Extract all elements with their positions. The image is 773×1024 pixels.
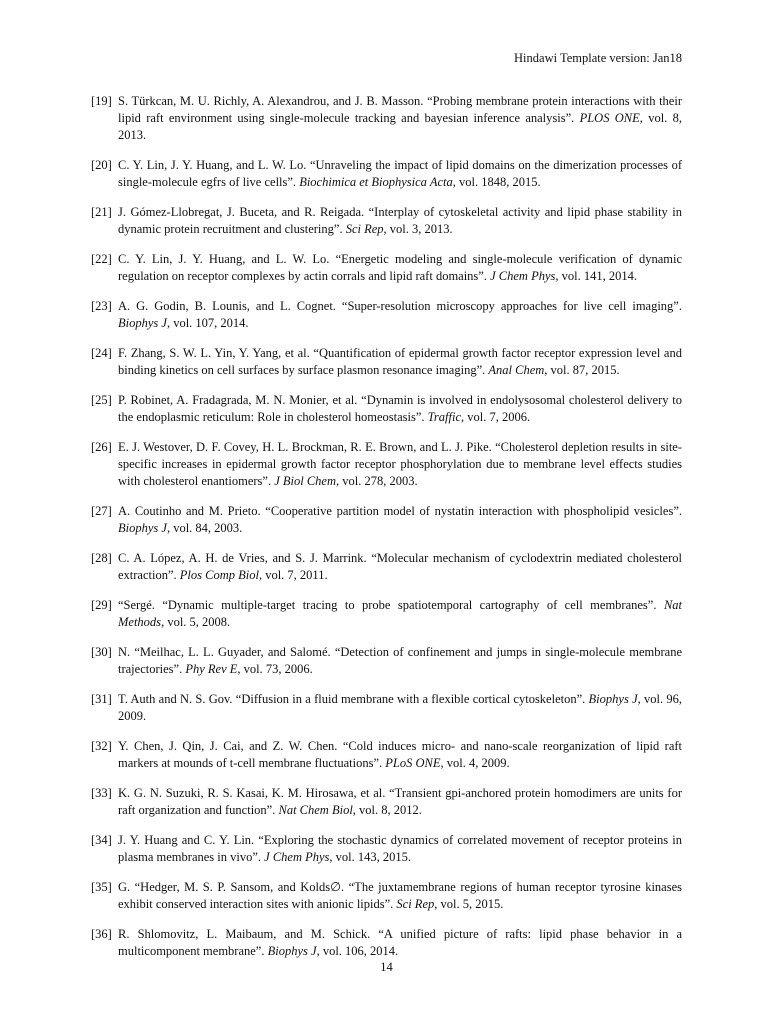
- reference-journal: PLOS ONE: [579, 111, 640, 125]
- reference-journal: Sci Rep: [345, 222, 384, 236]
- reference-item: [91, 251, 682, 285]
- reference-item: [91, 832, 682, 866]
- reference-number: [29]: [91, 598, 112, 612]
- reference-volume-year: , vol. 278, 2003.: [336, 474, 418, 488]
- reference-number: [20]: [91, 158, 112, 172]
- reference-text: [118, 832, 682, 866]
- reference-number: [32]: [91, 739, 112, 753]
- reference-volume-year: , vol. 8, 2012.: [352, 803, 422, 817]
- reference-text: [118, 597, 682, 631]
- reference-volume-year: , vol. 87, 2015.: [544, 363, 620, 377]
- reference-volume-year: , vol. 1848, 2015.: [452, 175, 541, 189]
- reference-citation: C. Y. Lin, J. Y. Huang, and L. W. Lo. “Energetic modeling and single-molecule verification of dynamic regulation on receptor complexes by actin corrals and lipid raft domains”.: [118, 252, 682, 283]
- reference-journal: J Biol Chem: [274, 474, 336, 488]
- reference-number: [27]: [91, 504, 112, 518]
- page-number: 14: [380, 960, 393, 974]
- reference-citation: J. Gómez-Llobregat, J. Buceta, and R. Reigada. “Interplay of cytoskeletal activity and lipid phase stability in dynamic protein recruitment and clustering”.: [118, 205, 682, 236]
- reference-item: [91, 204, 682, 238]
- reference-journal: Biophys J: [118, 521, 167, 535]
- reference-citation: S. Türkcan, M. U. Richly, A. Alexandrou, and J. B. Masson. “Probing membrane protein interactions with their lipid raft environment using single-molecule tracking and bayesian inference analysis”.: [118, 94, 682, 125]
- reference-text: [118, 298, 682, 332]
- reference-item: [91, 345, 682, 379]
- reference-number: [21]: [91, 205, 112, 219]
- reference-journal: Biophys J: [118, 316, 167, 330]
- reference-citation: A. Coutinho and M. Prieto. “Cooperative partition model of nystatin interaction with phospholipid vesicles”.: [118, 504, 682, 518]
- reference-item: [91, 879, 682, 913]
- reference-list: [91, 93, 682, 973]
- reference-item: [91, 926, 682, 960]
- reference-volume-year: , vol. 7, 2006.: [461, 410, 531, 424]
- reference-text: [118, 691, 682, 725]
- reference-volume-year: , vol. 84, 2003.: [166, 521, 243, 535]
- reference-citation: E. J. Westover, D. F. Covey, H. L. Brockman, R. E. Brown, and L. J. Pike. “Cholesterol depletion results in site-specific increases in epidermal growth factor receptor phosphorylation due to membrane level effects studies with cholesterol enantiomers”.: [118, 440, 682, 488]
- reference-text: [118, 785, 682, 819]
- reference-journal: Phy Rev E: [185, 662, 238, 676]
- reference-text: [118, 204, 682, 238]
- reference-volume-year: , vol. 5, 2015.: [434, 897, 504, 911]
- reference-number: [36]: [91, 927, 112, 941]
- reference-journal: Sci Rep: [396, 897, 435, 911]
- reference-item: [91, 550, 682, 584]
- page-header: Hindawi Template version: Jan18: [514, 51, 682, 65]
- reference-citation: G. “Hedger, M. S. P. Sansom, and Kolds∅. “The juxtamembrane regions of human receptor tyrosine kinases exhibit conserved interaction sites with anionic lipids”.: [118, 880, 682, 911]
- reference-citation: F. Zhang, S. W. L. Yin, Y. Yang, et al. “Quantification of epidermal growth factor receptor expression level and binding kinetics on cell surfaces by surface plasmon resonance imaging”.: [118, 346, 682, 377]
- reference-item: [91, 157, 682, 191]
- reference-text: [118, 157, 682, 191]
- reference-volume-year: , vol. 3, 2013.: [383, 222, 453, 236]
- reference-citation: K. G. N. Suzuki, R. S. Kasai, K. M. Hirosawa, et al. “Transient gpi-anchored protein homodimers are units for raft organization and function”.: [118, 786, 682, 817]
- reference-item: [91, 691, 682, 725]
- reference-number: [33]: [91, 786, 112, 800]
- reference-volume-year: , vol. 141, 2014.: [555, 269, 637, 283]
- reference-item: [91, 644, 682, 678]
- reference-volume-year: , vol. 143, 2015.: [329, 850, 412, 864]
- reference-volume-year: , vol. 5, 2008.: [161, 615, 231, 629]
- reference-number: [30]: [91, 645, 112, 659]
- reference-number: [28]: [91, 551, 112, 565]
- reference-journal: J Chem Phys: [490, 269, 556, 283]
- reference-text: [118, 345, 682, 379]
- reference-number: [24]: [91, 346, 112, 360]
- reference-citation: J. Y. Huang and C. Y. Lin. “Exploring the stochastic dynamics of correlated movement of receptor proteins in plasma membranes in vivo”.: [118, 833, 682, 864]
- reference-volume-year: , vol. 7, 2011.: [258, 568, 328, 582]
- reference-journal: Nat Methods: [118, 598, 682, 629]
- reference-text: [118, 644, 682, 678]
- reference-citation: Y. Chen, J. Qin, J. Cai, and Z. W. Chen. “Cold induces micro- and nano-scale reorganization of lipid raft markers at mounds of t-cell membrane fluctuations”.: [118, 739, 682, 770]
- reference-volume-year: , vol. 4, 2009.: [440, 756, 510, 770]
- reference-text: [118, 439, 682, 490]
- reference-journal: Anal Chem: [488, 363, 545, 377]
- reference-text: [118, 550, 682, 584]
- reference-journal: PLoS ONE: [385, 756, 441, 770]
- reference-number: [23]: [91, 299, 112, 313]
- reference-text: [118, 879, 682, 913]
- reference-volume-year: , vol. 73, 2006.: [237, 662, 313, 676]
- reference-citation: A. G. Godin, B. Lounis, and L. Cognet. “Super-resolution microscopy approaches for live cell imaging”.: [118, 299, 682, 313]
- reference-citation: T. Auth and N. S. Gov. “Diffusion in a fluid membrane with a flexible cortical cytoskeleton”.: [118, 692, 589, 706]
- reference-number: [19]: [91, 94, 112, 108]
- reference-journal: Biophys J: [588, 692, 638, 706]
- reference-text: [118, 926, 682, 960]
- reference-item: [91, 439, 682, 490]
- reference-citation: R. Shlomovitz, L. Maibaum, and M. Schick. “A unified picture of rafts: lipid phase behavior in a multicomponent membrane”.: [118, 927, 682, 958]
- reference-item: [91, 738, 682, 772]
- reference-journal: Biochimica et Biophysica Acta: [299, 175, 453, 189]
- reference-volume-year: , vol. 107, 2014.: [166, 316, 249, 330]
- reference-number: [35]: [91, 880, 112, 894]
- reference-journal: J Chem Phys: [264, 850, 330, 864]
- reference-item: [91, 503, 682, 537]
- reference-journal: Nat Chem Biol: [278, 803, 353, 817]
- reference-number: [22]: [91, 252, 112, 266]
- reference-number: [31]: [91, 692, 112, 706]
- reference-journal: Traffic: [427, 410, 461, 424]
- reference-citation: C. Y. Lin, J. Y. Huang, and L. W. Lo. “Unraveling the impact of lipid domains on the dimerization processes of single-molecule egfrs of live cells”.: [118, 158, 682, 189]
- reference-text: [118, 392, 682, 426]
- reference-text: [118, 738, 682, 772]
- reference-item: [91, 93, 682, 144]
- reference-citation: P. Robinet, A. Fradagrada, M. N. Monier, et al. “Dynamin is involved in endolysosomal cholesterol delivery to the endoplasmic reticulum: Role in cholesterol homeostasis”.: [118, 393, 682, 424]
- reference-volume-year: , vol. 96, 2009.: [118, 692, 682, 723]
- reference-citation: “Sergé. “Dynamic multiple-target tracing to probe spatiotemporal cartography of cell membranes”.: [118, 598, 664, 612]
- reference-text: [118, 93, 682, 144]
- reference-volume-year: , vol. 8, 2013.: [118, 111, 682, 142]
- reference-citation: N. “Meilhac, L. L. Guyader, and Salomé. “Detection of confinement and jumps in single-molecule membrane trajectories”.: [118, 645, 682, 676]
- reference-number: [25]: [91, 393, 112, 407]
- reference-item: [91, 298, 682, 332]
- reference-item: [91, 392, 682, 426]
- reference-journal: Biophys J: [267, 944, 317, 958]
- reference-item: [91, 785, 682, 819]
- reference-journal: Plos Comp Biol: [179, 568, 259, 582]
- reference-number: [26]: [91, 440, 112, 454]
- reference-volume-year: , vol. 106, 2014.: [316, 944, 399, 958]
- reference-item: [91, 597, 682, 631]
- reference-number: [34]: [91, 833, 112, 847]
- reference-text: [118, 251, 682, 285]
- reference-text: [118, 503, 682, 537]
- reference-citation: C. A. López, A. H. de Vries, and S. J. Marrink. “Molecular mechanism of cyclodextrin mediated cholesterol extraction”.: [118, 551, 682, 582]
